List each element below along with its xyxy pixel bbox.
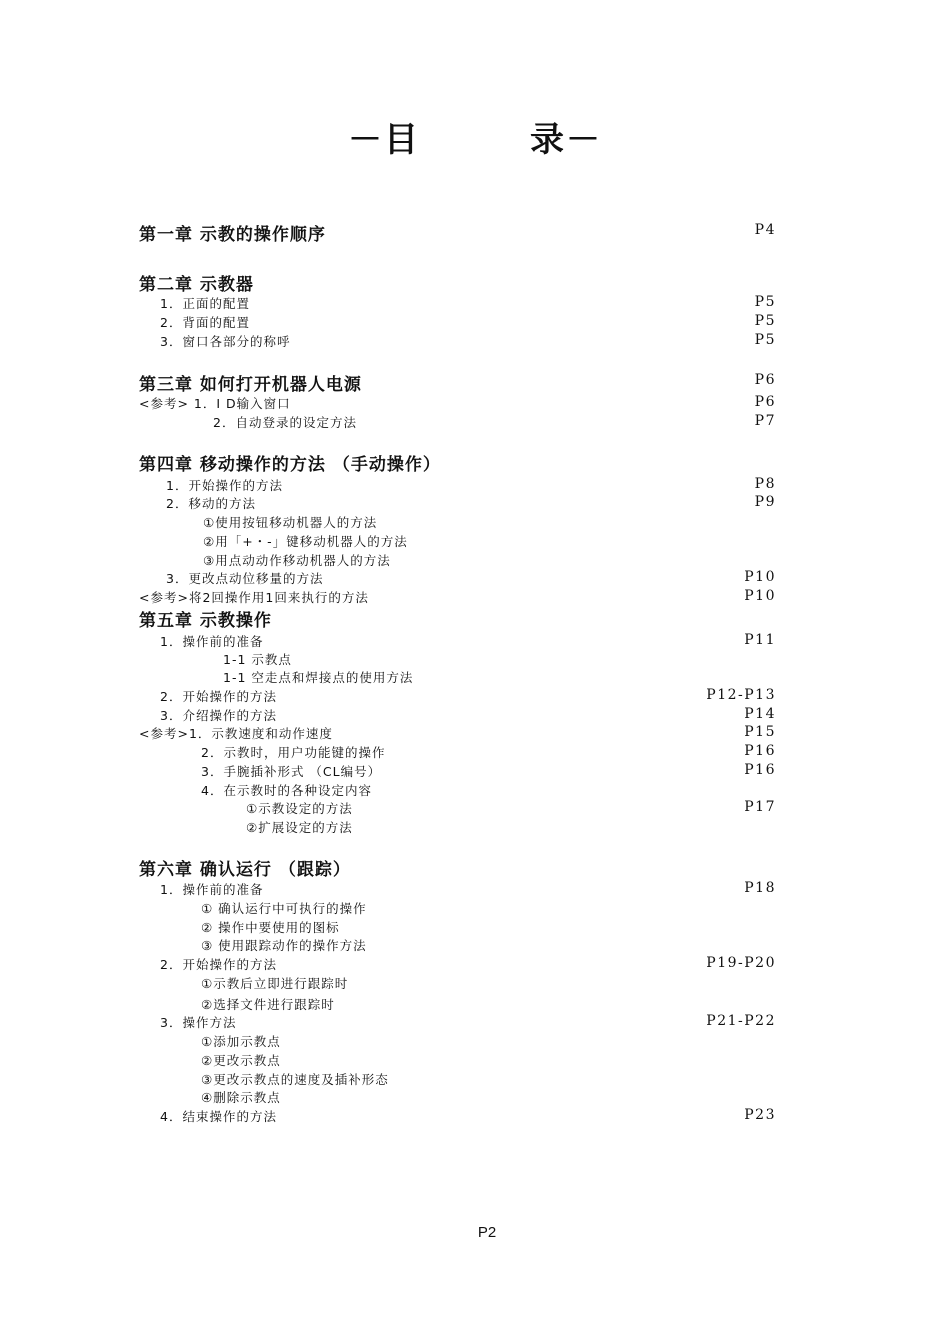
toc-entry-page: P8 [754, 476, 776, 492]
toc-entry-title: ①添加示教点 [201, 1034, 281, 1049]
toc-entry-page: P12-P13 [706, 687, 776, 703]
toc-entry-title: 3．更改点动位移量的方法 [166, 571, 324, 586]
toc-entry-page: P15 [744, 724, 776, 740]
toc-section-entry [0, 332, 950, 352]
toc-section-entry [0, 762, 950, 782]
toc-entry-page: P19-P20 [706, 955, 776, 971]
toc-title-right: 录－ [530, 120, 602, 160]
toc-entry-title: ②扩展设定的方法 [246, 820, 353, 835]
toc-entry-title: 第四章 移动操作的方法 （手动操作） [139, 455, 441, 475]
toc-section-entry [0, 955, 950, 975]
toc-section-entry [0, 1088, 950, 1108]
toc-entry-title: <参考>1．示教速度和动作速度 [139, 726, 333, 741]
toc-chapter-entry [0, 606, 950, 631]
toc-section-entry [0, 394, 950, 414]
toc-section-entry [0, 1032, 950, 1052]
toc-entry-title: 2．自动登录的设定方法 [213, 415, 357, 430]
toc-entry-page: P5 [754, 332, 776, 348]
toc-section-entry [0, 494, 950, 514]
toc-entry-page: P10 [744, 588, 776, 604]
toc-chapter-entry [0, 220, 950, 245]
toc-entry-title: 2．开始操作的方法 [160, 957, 277, 972]
toc-entry-title: ③更改示教点的速度及插补形态 [201, 1072, 389, 1087]
toc-entry-page: P9 [754, 494, 776, 510]
toc-entry-page: P21-P22 [706, 1013, 776, 1029]
toc-entry-title: <参考> 1．I D输入窗口 [139, 396, 291, 411]
toc-entry-title: ② 操作中要使用的图标 [201, 920, 340, 935]
toc-section-entry [0, 632, 950, 652]
toc-entry-title: ① 确认运行中可执行的操作 [201, 901, 367, 916]
toc-section-entry [0, 781, 950, 801]
toc-entry-title: 1．开始操作的方法 [166, 478, 283, 493]
toc-entry-title: 第五章 示教操作 [139, 611, 272, 631]
toc-section-entry [0, 569, 950, 589]
toc-entry-page: P14 [744, 706, 776, 722]
toc-entry-title: ③用点动动作移动机器人的方法 [203, 553, 391, 568]
toc-entry-page: P16 [744, 762, 776, 778]
toc-title-left: －目 [348, 120, 420, 160]
toc-entry-title: ④删除示教点 [201, 1090, 281, 1105]
toc-entry-title: 4．结束操作的方法 [160, 1109, 277, 1124]
toc-section-entry [0, 799, 950, 819]
toc-section-entry [0, 413, 950, 433]
toc-entry-title: 1．正面的配置 [160, 296, 250, 311]
toc-section-entry [0, 899, 950, 919]
toc-section-entry [0, 706, 950, 726]
toc-entry-title: 2．示教时，用户功能键的操作 [201, 745, 386, 760]
toc-entry-title: <参考>将2回操作用1回来执行的方法 [139, 590, 369, 605]
toc-entry-title: 1-1 空走点和焊接点的使用方法 [223, 670, 414, 685]
toc-section-entry [0, 1070, 950, 1090]
toc-chapter-entry [0, 855, 950, 880]
toc-entry-title: ③ 使用跟踪动作的操作方法 [201, 938, 367, 953]
toc-entry-page: P23 [744, 1107, 776, 1123]
toc-entry-page: P10 [744, 569, 776, 585]
toc-section-entry [0, 1107, 950, 1127]
toc-section-entry [0, 974, 950, 994]
toc-section-entry [0, 313, 950, 333]
toc-entry-title: 3．操作方法 [160, 1015, 237, 1030]
toc-entry-title: ②更改示教点 [201, 1053, 281, 1068]
toc-section-entry [0, 880, 950, 900]
toc-section-entry [0, 818, 950, 838]
toc-section-entry [0, 743, 950, 763]
toc-section-entry [0, 724, 950, 744]
toc-entry-page: P11 [744, 632, 776, 648]
toc-entry-title: ②选择文件进行跟踪时 [201, 997, 335, 1012]
toc-entry-page: P7 [754, 413, 776, 429]
toc-entry-title: ②用「+・-」键移动机器人的方法 [203, 534, 408, 549]
toc-entry-title: ①使用按钮移动机器人的方法 [203, 515, 378, 530]
toc-section-entry [0, 1013, 950, 1033]
toc-section-entry [0, 476, 950, 496]
toc-entry-page: P17 [744, 799, 776, 815]
toc-entry-title: 3．手腕插补形式 （CL编号） [201, 764, 382, 779]
toc-entry-page: P4 [754, 222, 776, 238]
toc-chapter-entry [0, 270, 950, 295]
toc-section-entry [0, 936, 950, 956]
toc-entry-title: 第一章 示教的操作顺序 [139, 225, 326, 245]
toc-entry-title: 2．开始操作的方法 [160, 689, 277, 704]
toc-section-entry [0, 650, 950, 670]
toc-entry-title: 3．介绍操作的方法 [160, 708, 277, 723]
toc-entry-title: 第六章 确认运行 （跟踪） [139, 860, 351, 880]
toc-entry-title: ①示教设定的方法 [246, 801, 353, 816]
toc-entry-page: P6 [754, 372, 776, 388]
toc-section-entry [0, 513, 950, 533]
page-number: P2 [477, 1224, 497, 1241]
toc-section-entry [0, 588, 950, 608]
toc-entry-title: ①示教后立即进行跟踪时 [201, 976, 349, 991]
toc-chapter-entry [0, 370, 950, 395]
toc-section-entry [0, 532, 950, 552]
toc-section-entry [0, 294, 950, 314]
toc-section-entry [0, 995, 950, 1015]
toc-section-entry [0, 551, 950, 571]
toc-entry-title: 1．操作前的准备 [160, 634, 264, 649]
toc-title [0, 112, 950, 161]
toc-entry-page: P5 [754, 294, 776, 310]
toc-entry-title: 1-1 示教点 [223, 652, 292, 667]
toc-section-entry [0, 668, 950, 688]
toc-entry-title: 4．在示教时的各种设定内容 [201, 783, 372, 798]
toc-entry-title: 第三章 如何打开机器人电源 [139, 375, 362, 395]
toc-entry-title: 2．背面的配置 [160, 315, 250, 330]
toc-entry-page: P18 [744, 880, 776, 896]
toc-entry-page: P16 [744, 743, 776, 759]
toc-entry-title: 2．移动的方法 [166, 496, 256, 511]
toc-entry-title: 1．操作前的准备 [160, 882, 264, 897]
toc-section-entry [0, 687, 950, 707]
toc-entry-page: P5 [754, 313, 776, 329]
toc-section-entry [0, 918, 950, 938]
toc-entry-title: 第二章 示教器 [139, 275, 254, 295]
toc-entry-title: 3．窗口各部分的称呼 [160, 334, 291, 349]
toc-chapter-entry [0, 450, 950, 475]
toc-section-entry [0, 1051, 950, 1071]
toc-entry-page: P6 [754, 394, 776, 410]
